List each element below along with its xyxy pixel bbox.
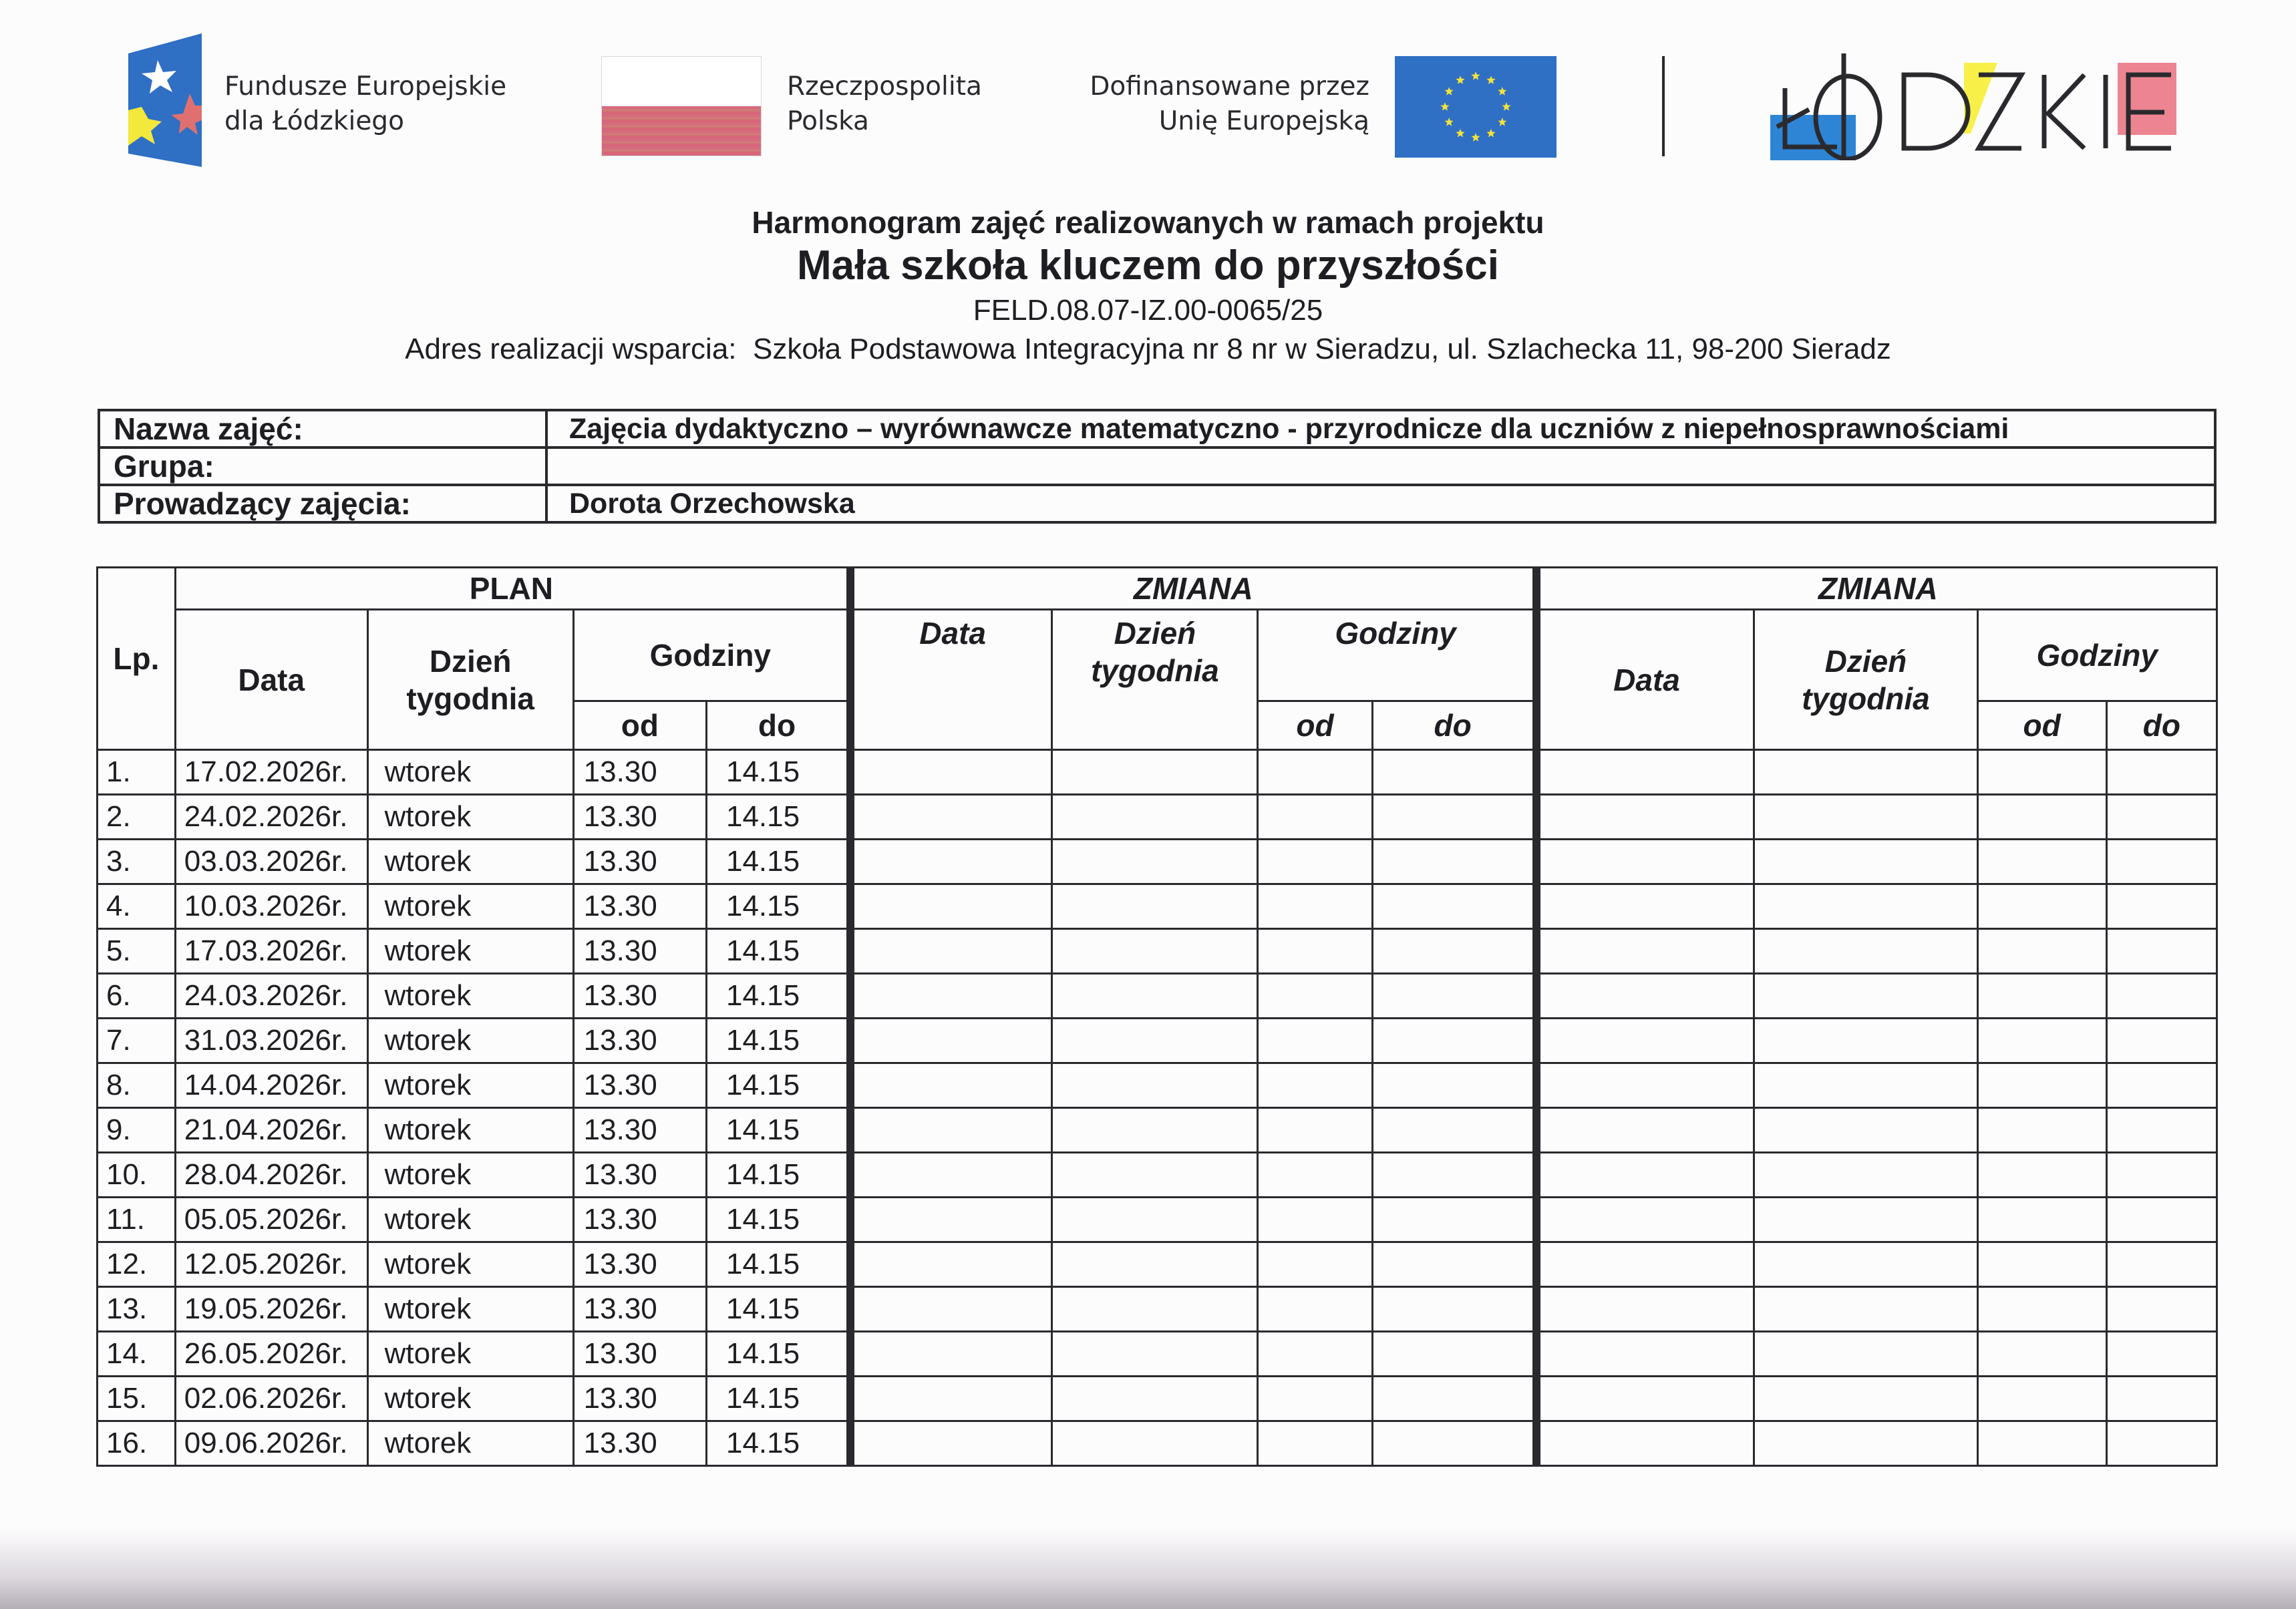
course-info-table (98, 409, 2217, 524)
change1-day-cell[interactable] (1052, 929, 1258, 974)
change2-date-cell[interactable] (1536, 840, 1754, 884)
change2-date-cell[interactable] (1536, 750, 1754, 795)
col-header-lp (98, 568, 176, 750)
plan-from: 13.30 (573, 884, 706, 929)
change1-day-cell[interactable] (1052, 750, 1258, 795)
change2-day-cell[interactable] (1754, 840, 1977, 884)
change1-from-cell[interactable] (1258, 884, 1372, 929)
change1-day-cell[interactable] (1052, 1108, 1258, 1153)
schedule-row (98, 1108, 2217, 1153)
change2-date-cell[interactable] (1536, 1198, 1754, 1242)
plan-from: 13.30 (573, 1019, 706, 1063)
change1-day-cell[interactable] (1052, 1198, 1258, 1242)
change2-to-cell[interactable] (2106, 795, 2217, 840)
row-number: 11. (98, 1198, 176, 1242)
change1-to-cell[interactable] (1372, 1063, 1536, 1108)
plan-from: 13.30 (573, 929, 706, 974)
change2-from-cell[interactable] (1977, 750, 2106, 795)
plan-from: 13.30 (573, 750, 706, 795)
plan-date: 17.02.2026r. (175, 750, 367, 795)
fe-logo-line2: dla Łódzkiego (224, 106, 404, 136)
change2-day-cell[interactable] (1754, 1421, 1977, 1466)
change1-date-cell[interactable] (850, 1242, 1052, 1287)
row-number: 5. (98, 929, 176, 974)
change1-from-cell[interactable] (1258, 795, 1372, 840)
plan-date-header: Data (175, 610, 367, 750)
schedule-row (98, 884, 2217, 929)
pl-logo-line1: Rzeczpospolita (787, 71, 982, 102)
info-row-course-name (99, 410, 2215, 448)
plan-hours-header: Godziny (573, 610, 850, 701)
eu-logo-line1: Dofinansowane przez (1090, 71, 1369, 102)
change2-date-cell[interactable] (1536, 1153, 1754, 1198)
change2-to-cell[interactable] (2106, 1377, 2217, 1421)
change2-from-cell[interactable] (1977, 1242, 2106, 1287)
change1-date-cell[interactable] (850, 884, 1052, 929)
change1-from-cell[interactable] (1258, 1019, 1372, 1063)
schedule-row (98, 1421, 2217, 1466)
plan-date: 28.04.2026r. (175, 1153, 367, 1198)
fe-logo-text (224, 69, 506, 139)
day-header-line2: tygodnia (406, 681, 534, 716)
change1-to-cell[interactable] (1372, 795, 1536, 840)
change1-date-cell[interactable] (850, 1063, 1052, 1108)
plan-date: 31.03.2026r. (175, 1019, 367, 1063)
change1-to-cell[interactable] (1372, 929, 1536, 974)
schedule-row (98, 1287, 2217, 1332)
pl-logo-text (787, 69, 982, 139)
schedule-row (98, 750, 2217, 795)
change-header-2: ZMIANA (1536, 568, 2217, 610)
change2-from-cell[interactable] (1977, 840, 2106, 884)
change2-to-header: do (2106, 701, 2217, 750)
change1-date-header: Data (850, 610, 1052, 750)
plan-to: 14.15 (706, 750, 850, 795)
plan-date: 12.05.2026r. (175, 1242, 367, 1287)
plan-from: 13.30 (573, 1153, 706, 1198)
change2-to-cell[interactable] (2106, 1421, 2217, 1466)
change1-day-cell[interactable] (1052, 1063, 1258, 1108)
change2-date-cell[interactable] (1536, 1421, 1754, 1466)
plan-day: wtorek (367, 974, 573, 1019)
change1-date-cell[interactable] (850, 795, 1052, 840)
change1-day-cell[interactable] (1052, 1332, 1258, 1377)
row-number: 9. (98, 1108, 176, 1153)
change1-date-cell[interactable] (850, 1019, 1052, 1063)
change2-to-cell[interactable] (2106, 1332, 2217, 1377)
row-number: 7. (98, 1019, 176, 1063)
plan-to: 14.15 (706, 1108, 850, 1153)
schedule-row (98, 795, 2217, 840)
row-number: 13. (98, 1287, 176, 1332)
change1-from-cell[interactable] (1258, 1242, 1372, 1287)
day-header-line2: tygodnia (1091, 653, 1219, 688)
day-header-line2: tygodnia (1802, 681, 1930, 716)
plan-day: wtorek (367, 884, 573, 929)
plan-from: 13.30 (573, 1198, 706, 1242)
change2-to-cell[interactable] (2106, 929, 2217, 974)
change2-to-cell[interactable] (2106, 884, 2217, 929)
change1-date-cell[interactable] (850, 1108, 1052, 1153)
change1-from-cell[interactable] (1258, 1153, 1372, 1198)
plan-date: 26.05.2026r. (175, 1332, 367, 1377)
plan-to: 14.15 (706, 1019, 850, 1063)
plan-date: 09.06.2026r. (175, 1421, 367, 1466)
plan-to: 14.15 (706, 974, 850, 1019)
change2-day-cell[interactable] (1754, 750, 1977, 795)
info-value: Dorota Orzechowska (546, 485, 2215, 522)
row-number: 16. (98, 1421, 176, 1466)
plan-date: 05.05.2026r. (175, 1198, 367, 1242)
plan-date: 02.06.2026r. (175, 1377, 367, 1421)
change2-from-cell[interactable] (1977, 1332, 2106, 1377)
change2-to-cell[interactable] (2106, 1242, 2217, 1287)
change1-day-cell[interactable] (1052, 1019, 1258, 1063)
schedule-row (98, 1063, 2217, 1108)
schedule-row (98, 1198, 2217, 1242)
change1-to-cell[interactable] (1372, 1332, 1536, 1377)
change1-date-cell[interactable] (850, 1198, 1052, 1242)
plan-day: wtorek (367, 1377, 573, 1421)
change1-day-cell[interactable] (1052, 1287, 1258, 1332)
change1-to-cell[interactable] (1372, 840, 1536, 884)
change1-to-cell[interactable] (1372, 1242, 1536, 1287)
change1-date-cell[interactable] (850, 1153, 1052, 1198)
change1-to-cell[interactable] (1372, 974, 1536, 1019)
scan-artifact (0, 1530, 2296, 1609)
eu-logo-text (1042, 69, 1369, 139)
change2-to-cell[interactable] (2106, 1108, 2217, 1153)
change1-to-cell[interactable] (1372, 750, 1536, 795)
row-number: 3. (98, 840, 176, 884)
change2-from-cell[interactable] (1977, 1108, 2106, 1153)
change2-from-cell[interactable] (1977, 1153, 2106, 1198)
row-number: 8. (98, 1063, 176, 1108)
change2-date-cell[interactable] (1536, 1242, 1754, 1287)
change1-from-cell[interactable] (1258, 974, 1372, 1019)
change2-date-cell[interactable] (1536, 1108, 1754, 1153)
schedule-row (98, 840, 2217, 884)
plan-from: 13.30 (573, 1421, 706, 1466)
day-header-line1: Dzień (1824, 643, 1907, 679)
change1-to-header: do (1372, 701, 1536, 750)
change2-date-cell[interactable] (1536, 1332, 1754, 1377)
change1-day-cell[interactable] (1052, 1377, 1258, 1421)
change2-from-cell[interactable] (1977, 1063, 2106, 1108)
change1-to-cell[interactable] (1372, 1377, 1536, 1421)
polish-flag-icon (601, 56, 762, 156)
change1-day-cell[interactable] (1052, 1421, 1258, 1466)
change2-day-cell[interactable] (1754, 795, 1977, 840)
schedule-row (98, 929, 2217, 974)
plan-date: 17.03.2026r. (175, 929, 367, 974)
change1-from-header: od (1258, 701, 1372, 750)
plan-day: wtorek (367, 795, 573, 840)
plan-to-header: do (706, 701, 850, 750)
plan-date: 24.02.2026r. (175, 795, 367, 840)
row-number: 10. (98, 1153, 176, 1198)
change1-from-cell[interactable] (1258, 1421, 1372, 1466)
address-label: Adres realizacji wsparcia: (405, 333, 737, 365)
row-number: 2. (98, 795, 176, 840)
schedule-row (98, 1242, 2217, 1287)
plan-to: 14.15 (706, 884, 850, 929)
change2-day-cell[interactable] (1754, 929, 1977, 974)
change2-to-cell[interactable] (2106, 1287, 2217, 1332)
plan-day: wtorek (367, 1019, 573, 1063)
change2-from-cell[interactable] (1977, 1377, 2106, 1421)
info-row-instructor (99, 485, 2215, 522)
change1-from-cell[interactable] (1258, 929, 1372, 974)
plan-to: 14.15 (706, 1242, 850, 1287)
lodzkie-logo-icon (1770, 53, 2184, 160)
plan-from: 13.30 (573, 1377, 706, 1421)
change1-from-cell[interactable] (1258, 1377, 1372, 1421)
day-header-line1: Dzień (429, 643, 512, 679)
change2-to-cell[interactable] (2106, 1153, 2217, 1198)
plan-day: wtorek (367, 1198, 573, 1242)
change2-from-cell[interactable] (1977, 1019, 2106, 1063)
change1-date-cell[interactable] (850, 1421, 1052, 1466)
change2-day-cell[interactable] (1754, 1019, 1977, 1063)
plan-day: wtorek (367, 1421, 573, 1466)
plan-day: wtorek (367, 1153, 573, 1198)
plan-day: wtorek (367, 1332, 573, 1377)
change1-from-cell[interactable] (1258, 1063, 1372, 1108)
change2-to-cell[interactable] (2106, 840, 2217, 884)
plan-to: 14.15 (706, 1421, 850, 1466)
info-label: Prowadzący zajęcia: (99, 485, 546, 522)
info-label: Nazwa zajęć: (99, 410, 546, 448)
change1-day-header (1052, 610, 1258, 750)
pl-logo-line2: Polska (787, 106, 869, 136)
change1-date-cell[interactable] (850, 1377, 1052, 1421)
plan-from: 13.30 (573, 1242, 706, 1287)
plan-date: 21.04.2026r. (175, 1108, 367, 1153)
change1-day-cell[interactable] (1052, 1153, 1258, 1198)
change1-from-cell[interactable] (1258, 1108, 1372, 1153)
schedule-row (98, 1377, 2217, 1421)
day-header-line1: Dzień (1114, 616, 1196, 651)
row-number: 15. (98, 1377, 176, 1421)
eu-flag-icon (1395, 56, 1556, 158)
change2-from-cell[interactable] (1977, 1198, 2106, 1242)
plan-date: 03.03.2026r. (175, 840, 367, 884)
plan-from: 13.30 (573, 840, 706, 884)
change1-day-cell[interactable] (1052, 1242, 1258, 1287)
plan-day: wtorek (367, 750, 573, 795)
change2-from-cell[interactable] (1977, 884, 2106, 929)
schedule-row (98, 1019, 2217, 1063)
plan-to: 14.15 (706, 1332, 850, 1377)
change2-to-cell[interactable] (2106, 1019, 2217, 1063)
info-value (546, 448, 2215, 485)
change2-from-header: od (1977, 701, 2106, 750)
change2-from-cell[interactable] (1977, 1421, 2106, 1466)
change2-to-cell[interactable] (2106, 1063, 2217, 1108)
plan-to: 14.15 (706, 1063, 850, 1108)
plan-day: wtorek (367, 1063, 573, 1108)
change1-date-cell[interactable] (850, 840, 1052, 884)
change2-day-cell[interactable] (1754, 1377, 1977, 1421)
change1-day-cell[interactable] (1052, 884, 1258, 929)
row-number: 14. (98, 1332, 176, 1377)
plan-date: 14.04.2026r. (175, 1063, 367, 1108)
change1-date-cell[interactable] (850, 1332, 1052, 1377)
change2-date-cell[interactable] (1536, 795, 1754, 840)
plan-from: 13.30 (573, 1287, 706, 1332)
change1-day-cell[interactable] (1052, 840, 1258, 884)
change2-date-cell[interactable] (1536, 884, 1754, 929)
plan-date: 10.03.2026r. (175, 884, 367, 929)
change1-to-cell[interactable] (1372, 884, 1536, 929)
plan-header: PLAN (175, 568, 850, 610)
change1-day-cell[interactable] (1052, 795, 1258, 840)
plan-day: wtorek (367, 929, 573, 974)
address-value: Szkoła Podstawowa Integracyjna nr 8 nr w Sieradzu, ul. Szlachecka 11, 98-200 Sieradz (752, 333, 1891, 365)
plan-from: 13.30 (573, 1108, 706, 1153)
plan-to: 14.15 (706, 1287, 850, 1332)
plan-day: wtorek (367, 1108, 573, 1153)
change2-to-cell[interactable] (2106, 974, 2217, 1019)
change1-to-cell[interactable] (1372, 1108, 1536, 1153)
project-title: Mała szkoła kluczem do przyszłości (797, 242, 1499, 289)
change1-to-cell[interactable] (1372, 1287, 1536, 1332)
change1-to-cell[interactable] (1372, 1019, 1536, 1063)
plan-date: 24.03.2026r. (175, 974, 367, 1019)
change2-date-cell[interactable] (1536, 929, 1754, 974)
change1-date-cell[interactable] (850, 750, 1052, 795)
change1-to-cell[interactable] (1372, 1421, 1536, 1466)
row-number: 1. (98, 750, 176, 795)
plan-from: 13.30 (573, 1063, 706, 1108)
row-number: 12. (98, 1242, 176, 1287)
change1-from-cell[interactable] (1258, 840, 1372, 884)
change1-from-cell[interactable] (1258, 750, 1372, 795)
change2-day-cell[interactable] (1754, 1198, 1977, 1242)
info-label: Grupa: (99, 448, 546, 485)
change1-date-cell[interactable] (850, 929, 1052, 974)
change2-date-cell[interactable] (1536, 1019, 1754, 1063)
plan-day-header (367, 610, 573, 750)
row-number: 4. (98, 884, 176, 929)
change2-date-header: Data (1536, 610, 1754, 750)
change2-day-cell[interactable] (1754, 974, 1977, 1019)
plan-from: 13.30 (573, 1332, 706, 1377)
change1-from-cell[interactable] (1258, 1287, 1372, 1332)
plan-day: wtorek (367, 1242, 573, 1287)
info-value: Zajęcia dydaktyczno – wyrównawcze matematyczno - przyrodnicze dla uczniów z niepełnosprawnościami (546, 410, 2215, 448)
change2-day-cell[interactable] (1754, 1287, 1977, 1332)
row-number: 6. (98, 974, 176, 1019)
change2-to-cell[interactable] (2106, 1198, 2217, 1242)
plan-day: wtorek (367, 1287, 573, 1332)
change2-date-cell[interactable] (1536, 1063, 1754, 1108)
fe-logo-line1: Fundusze Europejskie (224, 71, 507, 102)
lp-header-label: Lp. (113, 641, 160, 676)
schedule-table (96, 566, 2218, 1467)
change1-to-cell[interactable] (1372, 1198, 1536, 1242)
project-code: FELD.08.07-IZ.00-0065/25 (973, 294, 1323, 327)
change1-date-cell[interactable] (850, 1287, 1052, 1332)
change2-from-cell[interactable] (1977, 795, 2106, 840)
plan-from: 13.30 (573, 974, 706, 1019)
change2-hours-header: Godziny (1977, 610, 2217, 701)
plan-day: wtorek (367, 840, 573, 884)
plan-from-header: od (573, 701, 706, 750)
logo-divider (1662, 56, 1665, 156)
plan-to: 14.15 (706, 795, 850, 840)
change2-day-cell[interactable] (1754, 884, 1977, 929)
change2-day-cell[interactable] (1754, 1153, 1977, 1198)
change2-to-cell[interactable] (2106, 750, 2217, 795)
plan-to: 14.15 (706, 929, 850, 974)
change1-to-cell[interactable] (1372, 1153, 1536, 1198)
change2-day-cell[interactable] (1754, 1242, 1977, 1287)
change1-from-cell[interactable] (1258, 1332, 1372, 1377)
schedule-heading: Harmonogram zajęć realizowanych w ramach projektu (752, 205, 1544, 240)
change2-date-cell[interactable] (1536, 1287, 1754, 1332)
change1-date-cell[interactable] (850, 974, 1052, 1019)
info-row-group (99, 448, 2215, 485)
change2-day-cell[interactable] (1754, 1108, 1977, 1153)
change2-date-cell[interactable] (1536, 1377, 1754, 1421)
change2-from-cell[interactable] (1977, 1287, 2106, 1332)
change2-day-header (1754, 610, 1977, 750)
change2-day-cell[interactable] (1754, 1332, 1977, 1377)
change1-hours-header: Godziny (1258, 610, 1536, 701)
change1-day-cell[interactable] (1052, 974, 1258, 1019)
schedule-row (98, 1153, 2217, 1198)
eu-logo-line2: Unię Europejską (1158, 106, 1369, 136)
change2-day-cell[interactable] (1754, 1063, 1977, 1108)
plan-to: 14.15 (706, 840, 850, 884)
plan-to: 14.15 (706, 1377, 850, 1421)
change2-from-cell[interactable] (1977, 974, 2106, 1019)
plan-to: 14.15 (706, 1198, 850, 1242)
change2-from-cell[interactable] (1977, 929, 2106, 974)
support-address (0, 333, 2296, 366)
plan-from: 13.30 (573, 795, 706, 840)
change-header-1: ZMIANA (850, 568, 1536, 610)
change1-from-cell[interactable] (1258, 1198, 1372, 1242)
fundusze-europejskie-logo-icon (128, 33, 202, 167)
change2-date-cell[interactable] (1536, 974, 1754, 1019)
plan-to: 14.15 (706, 1153, 850, 1198)
schedule-row (98, 974, 2217, 1019)
schedule-row (98, 1332, 2217, 1377)
plan-date: 19.05.2026r. (175, 1287, 367, 1332)
